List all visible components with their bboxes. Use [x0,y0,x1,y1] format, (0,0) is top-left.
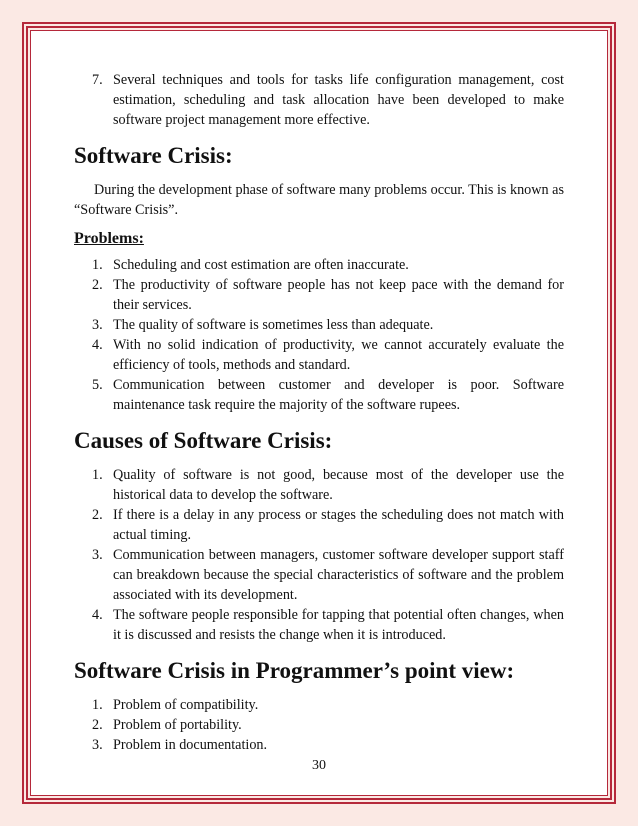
list-item [74,715,564,735]
list-item-text: The quality of software is sometimes less than adequate. [113,317,434,333]
list-item [74,275,564,315]
list-item [74,505,564,545]
page-content [74,70,564,755]
programmer-view-list [74,695,564,755]
list-item [74,465,564,505]
list-item-text: Problem of compatibility. [113,697,259,713]
causes-list [74,465,564,645]
list-item-number: 1. [92,467,103,483]
list-item-text: Problem of portability. [113,717,242,733]
list-item-number: 3. [92,547,103,563]
list-item-number: 3. [92,317,103,333]
list-item [74,695,564,715]
list-item-text: Scheduling and cost estimation are often inaccurate. [113,257,409,273]
list-item-number: 1. [92,697,103,713]
list-item [74,335,564,375]
list-item-text: Problem in documentation. [113,737,268,753]
list-item-text: Communication between customer and developer is poor. Software maintenance task require the majority of the software rupees. [113,377,564,413]
list-item-number: 4. [92,607,103,623]
list-item [74,70,564,130]
page-number: 30 [312,758,326,773]
software-crisis-paragraph: During the development phase of software many problems occur. This is known as “Software Crisis”. [74,182,564,218]
heading-software-crisis: Software Crisis: [74,143,233,168]
list-item-number: 7. [92,72,103,88]
intro-list [74,70,564,130]
list-item-text: Several techniques and tools for tasks life configuration management, cost estimation, scheduling and task allocation have been developed to make software project management more effective. [113,72,564,128]
list-item-number: 4. [92,337,103,353]
list-item-number: 5. [92,377,103,393]
list-item [74,255,564,275]
list-item-number: 3. [92,737,103,753]
list-item [74,605,564,645]
heading-programmer-view: Software Crisis in Programmer’s point view: [74,658,515,683]
list-item-number: 2. [92,277,103,293]
problems-list [74,255,564,415]
list-item-number: 2. [92,507,103,523]
list-item-text: The productivity of software people has not keep pace with the demand for their services. [113,277,564,313]
list-item-text: Quality of software is not good, because most of the developer use the historical data to develop the software. [113,467,564,503]
list-item-number: 1. [92,257,103,273]
list-item-text: Communication between managers, customer software developer support staff can breakdown because the special characteristics of software and the problem associated with its development. [113,547,564,603]
list-item [74,545,564,605]
list-item-text: If there is a delay in any process or stages the scheduling does not match with actual timing. [113,507,564,543]
list-item-text: The software people responsible for tapping that potential often changes, when it is discussed and resists the change when it is introduced. [113,607,564,643]
heading-causes: Causes of Software Crisis: [74,428,333,453]
heading-problems: Problems: [74,230,144,247]
list-item [74,315,564,335]
list-item-number: 2. [92,717,103,733]
list-item-text: With no solid indication of productivity, we cannot accurately evaluate the efficiency of tools, methods and standard. [113,337,564,373]
list-item [74,375,564,415]
list-item [74,735,564,755]
